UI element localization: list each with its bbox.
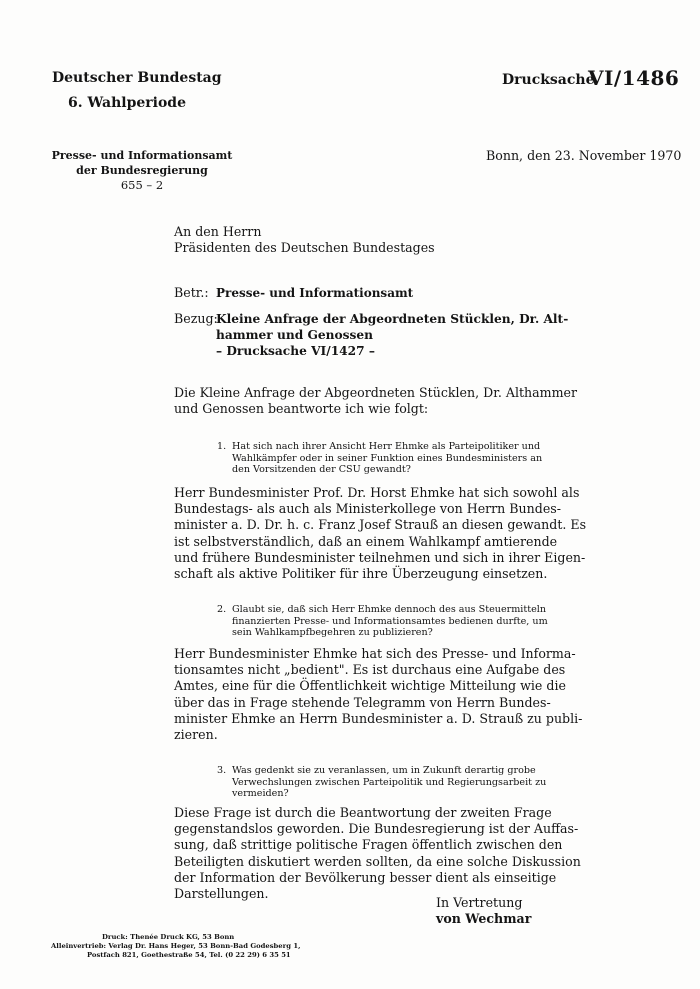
answer-line: über das in Frage stehende Telegramm von Herrn Bundes- bbox=[174, 694, 551, 710]
answer-line: Beteiligten diskutiert werden sollten, da eine solche Diskussion bbox=[174, 853, 581, 869]
institution-name: Deutscher Bundestag bbox=[52, 70, 222, 86]
answer-2 bbox=[174, 646, 582, 743]
doc-number: VI/1486 bbox=[588, 66, 680, 90]
question-line: sein Wahlkampfbegehren zu publizieren? bbox=[232, 627, 433, 639]
question-text bbox=[232, 441, 542, 476]
answer-1 bbox=[174, 485, 586, 582]
answer-line: gegenstandslos geworden. Die Bundesregierung ist der Auffas- bbox=[174, 821, 579, 837]
electoral-period: 6. Wahlperiode bbox=[68, 95, 186, 111]
sender-file-number: 655 – 2 bbox=[120, 178, 164, 192]
question-line: Verwechslungen zwischen Parteipolitik und Regierungsarbeit zu bbox=[232, 776, 547, 788]
reference-line-2: hammer und Genossen bbox=[216, 328, 373, 342]
recipient-line-1: An den Herrn bbox=[174, 224, 262, 239]
answer-line: minister Ehmke an Herrn Bundesminister a. D. Strauß zu publi- bbox=[174, 710, 583, 726]
date-line: Bonn, den 23. November 1970 bbox=[486, 148, 682, 163]
question-line: Hat sich nach ihrer Ansicht Herr Ehmke als Parteipolitiker und bbox=[232, 441, 541, 452]
question-line: vermeiden? bbox=[232, 788, 289, 800]
question-text bbox=[232, 765, 546, 800]
sender-line-1: Presse- und Informationsamt bbox=[51, 149, 233, 162]
question-line: finanzierten Presse- und Informationsamtes bedienen durfte, um bbox=[232, 615, 548, 627]
signature-name: von Wechmar bbox=[436, 911, 532, 926]
answer-line: und frühere Bundesminister teilnehmen und sich in ihrer Eigen- bbox=[174, 549, 586, 565]
recipient-line-2: Präsidenten des Deutschen Bundestages bbox=[174, 240, 435, 255]
question-number: 1. bbox=[217, 441, 227, 452]
answer-line: Herr Bundesminister Ehmke hat sich des Presse- und Informa- bbox=[174, 646, 576, 661]
question-line: Wahlkämpfer oder in seiner Funktion eines Bundesministers an bbox=[232, 452, 543, 464]
answer-line: sung, daß strittige politische Fragen öffentlich zwischen den bbox=[174, 837, 563, 853]
answer-line: zieren. bbox=[174, 727, 218, 743]
answer-line: Diese Frage ist durch die Beantwortung der zweiten Frage bbox=[174, 805, 552, 820]
answer-line: Bundestags- als auch als Ministerkollege von Herrn Bundes- bbox=[174, 501, 562, 517]
answer-line: minister a. D. Dr. h. c. Franz Josef Strauß an diesen gewandt. Es bbox=[174, 517, 587, 533]
signature-prefix: In Vertretung bbox=[436, 895, 523, 910]
subject-text: Presse- und Informationsamt bbox=[216, 286, 414, 300]
intro-line-2: und Genossen beantworte ich wie folgt: bbox=[174, 401, 429, 416]
footer-distributor: Alleinvertrieb: Verlag Dr. Hans Heger, 53 Bonn-Bad Godesberg 1, bbox=[51, 942, 301, 950]
answer-line: ist selbstverständlich, daß an einem Wahlkampf amtierende bbox=[174, 533, 558, 549]
answer-line: Amtes, eine für die Öffentlichkeit wichtige Mitteilung wie die bbox=[174, 678, 566, 694]
sender-office bbox=[22, 148, 262, 193]
answer-line: Herr Bundesminister Prof. Dr. Horst Ehmke hat sich sowohl als bbox=[174, 485, 580, 500]
intro-line-1: Die Kleine Anfrage der Abgeordneten Stücklen, Dr. Althammer bbox=[174, 385, 578, 400]
answer-line: tionsamtes nicht „bedient". Es ist durchaus eine Aufgabe des bbox=[174, 662, 566, 678]
question-text bbox=[232, 604, 548, 639]
reference-line-3: – Drucksache VI/1427 – bbox=[216, 344, 375, 358]
footer-printer: Druck: Thenée Druck KG, 53 Bonn bbox=[102, 933, 235, 941]
doc-label: Drucksache bbox=[502, 72, 595, 88]
question-number: 3. bbox=[217, 765, 227, 776]
answer-line: schaft als aktive Politiker für ihre Überzeugung einsetzen. bbox=[174, 566, 548, 582]
question-line: Was gedenkt sie zu veranlassen, um in Zukunft derartig grobe bbox=[232, 765, 536, 776]
subject-label: Betr.: bbox=[174, 285, 209, 300]
answer-line: der Information der Bevölkerung besser dient als einseitige bbox=[174, 869, 557, 885]
reference-line-1: Kleine Anfrage der Abgeordneten Stücklen, Dr. Alt- bbox=[216, 312, 569, 326]
question-number: 2. bbox=[217, 604, 227, 615]
sender-line-2: der Bundesregierung bbox=[76, 164, 208, 177]
question-line: den Vorsitzenden der CSU gewandt? bbox=[232, 464, 411, 476]
answer-3 bbox=[174, 805, 581, 902]
question-line: Glaubt sie, daß sich Herr Ehmke dennoch des aus Steuermitteln bbox=[232, 604, 547, 615]
answer-line: Darstellungen. bbox=[174, 886, 269, 902]
footer-address: Postfach 821, Goethestraße 54, Tel. (0 22 29) 6 35 51 bbox=[87, 951, 291, 959]
reference-label: Bezug: bbox=[174, 311, 218, 326]
